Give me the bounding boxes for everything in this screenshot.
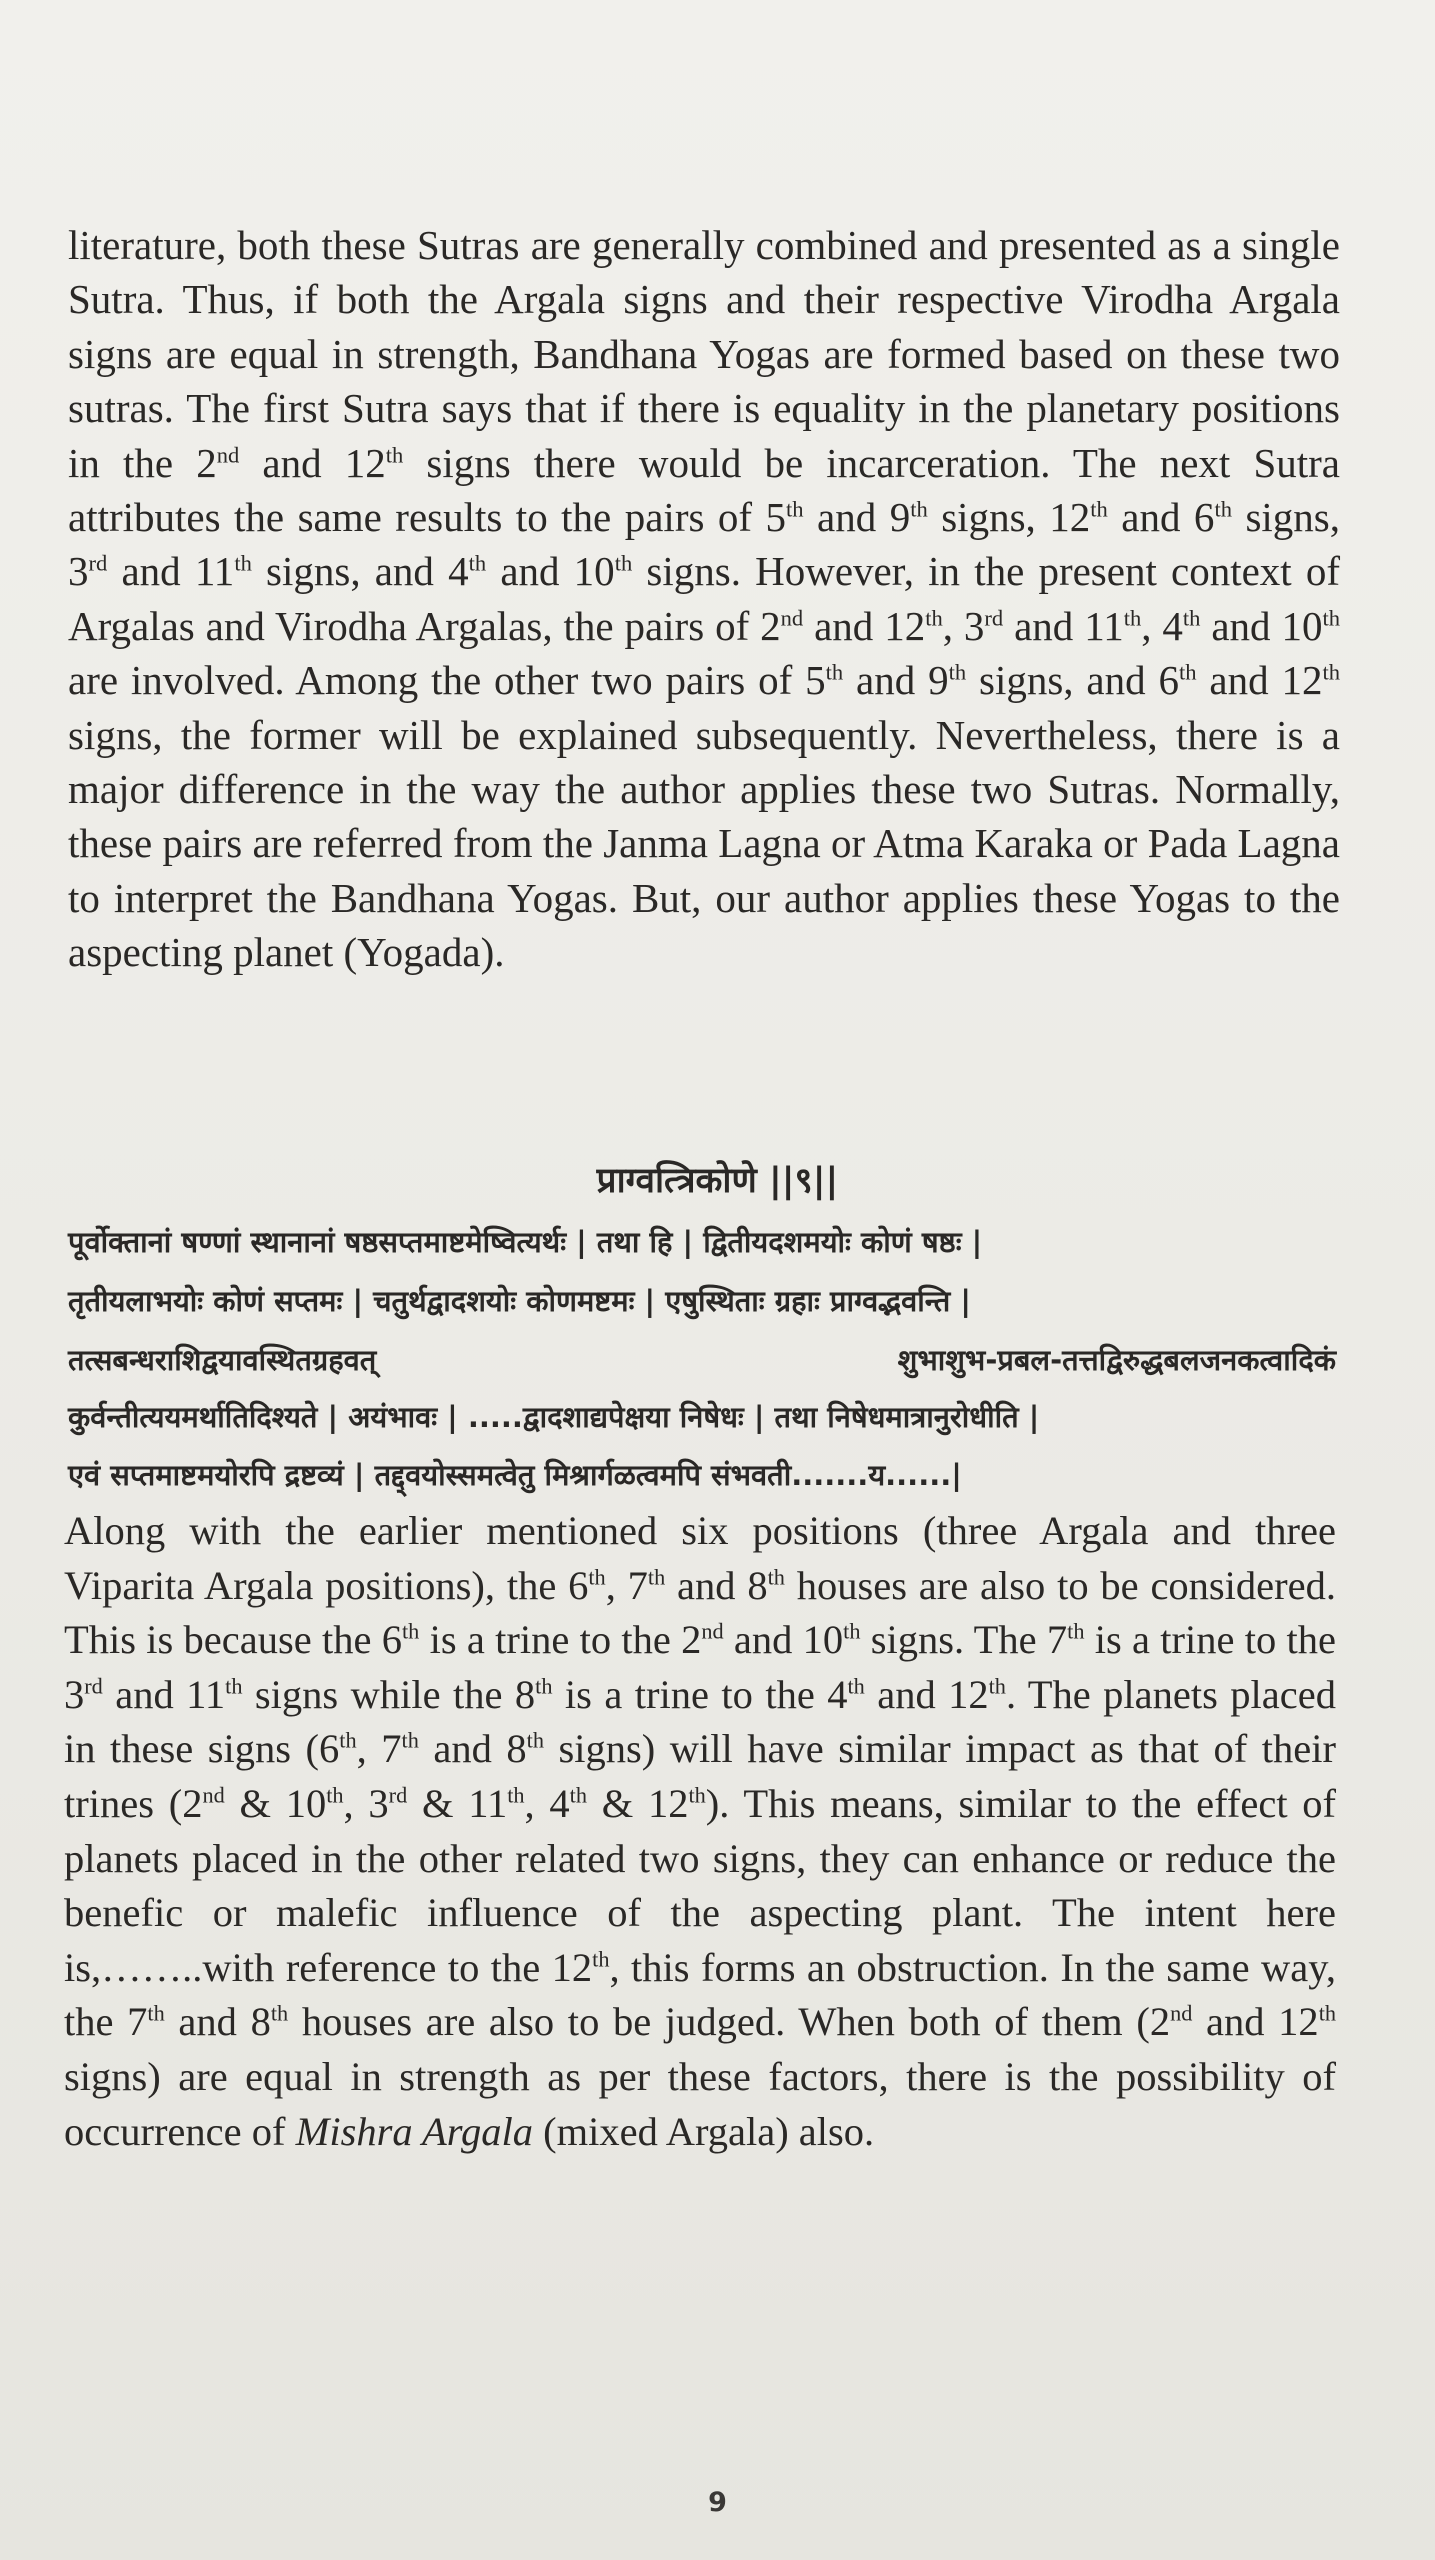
ordinal-suffix: th <box>270 2000 289 2026</box>
ordinal-suffix: th <box>1090 496 1108 522</box>
ordinal-suffix: th <box>786 496 804 522</box>
text-run: , 4 <box>524 1780 570 1826</box>
ordinal-suffix: th <box>614 550 633 576</box>
ordinal-suffix: th <box>1322 605 1341 631</box>
text-run: and 12 <box>864 1671 989 1717</box>
ordinal-suffix: th <box>569 1782 587 1808</box>
ordinal-suffix: nd <box>701 1618 724 1644</box>
text-run: and 8 <box>418 1726 527 1772</box>
text-run: is a trine to the 4 <box>552 1671 848 1717</box>
text-run: and 12 <box>803 602 926 649</box>
text-run: signs, and 6 <box>966 657 1179 704</box>
paragraph-argala-bandhana <box>68 218 1340 980</box>
text-run: is a trine to the 2 <box>419 1617 702 1663</box>
ordinal-suffix: th <box>1123 605 1142 631</box>
ordinal-suffix: th <box>339 1727 357 1753</box>
ordinal-suffix: th <box>468 550 487 576</box>
text-run: , 7 <box>356 1726 402 1772</box>
text-run: and 9 <box>803 494 911 541</box>
ordinal-suffix: nd <box>202 1782 225 1808</box>
text-run: and 8 <box>665 1562 768 1608</box>
text-run: (mixed Argala) also. <box>533 2108 875 2154</box>
text-run: and 12 <box>1196 657 1323 704</box>
ordinal-suffix: nd <box>1170 2000 1193 2026</box>
ordinal-suffix: th <box>526 1727 544 1753</box>
text-run: . The planets placed in these signs (6 <box>64 1671 1336 1772</box>
sanskrit-commentary-line-5: एवं सप्तमाष्टमयोरपि द्रष्टव्यं | तद्द्वयोस्समत्वेतु मिश्रार्गळत्वमपि संभवती.......य......| <box>68 1458 962 1492</box>
sanskrit-commentary-line-3b: शुभाशुभ-प्रबल-तत्तद्विरुद्धबलजनकत्वादिकं <box>897 1343 1336 1377</box>
ordinal-suffix: th <box>1178 659 1197 685</box>
text-run: signs while the 8 <box>242 1671 536 1717</box>
text-run: and 9 <box>843 657 949 704</box>
ordinal-suffix: th <box>147 2000 165 2026</box>
ordinal-suffix: th <box>326 1782 344 1808</box>
text-run: literature, both these Sutras are generally combined and presented as a single Sutra. Thus, if both the Argala signs and their respective Virodha Argala signs are equal in strength, Bandhana Yogas are formed based on these two sutras. The first Sutra says that if there is equality in the planetary positions in the 2 <box>68 222 1340 486</box>
text-run: & 10 <box>224 1780 327 1826</box>
text-run: & 12 <box>586 1780 689 1826</box>
ordinal-suffix: rd <box>84 1673 103 1699</box>
text-run: , 4 <box>1141 602 1183 649</box>
ordinal-suffix: th <box>1318 2000 1337 2026</box>
sanskrit-sutra-heading: प्राग्वत्त्रिकोणे ||९|| <box>596 1161 839 1201</box>
text-run: and 10 <box>723 1617 844 1663</box>
text-run: and 10 <box>1200 602 1323 649</box>
text-run: signs there would be incarceration. The next Sutra attributes the same results to the pairs of 5 <box>68 439 1340 541</box>
ordinal-suffix: th <box>948 659 967 685</box>
ordinal-suffix: th <box>925 605 943 631</box>
ordinal-suffix: th <box>592 1946 610 1972</box>
ordinal-suffix: th <box>234 550 252 576</box>
text-run: signs, the former will be explained subsequently. Nevertheless, there is a major difference in the way the author applies these two Sutras. Normally, these pairs are referred from the Janma Lagna or Atma Karaka or Pada Lagna to interpret the Bandhana Yogas. But, our author applies these Yogas to the aspecting planet (Yogada). <box>68 711 1340 976</box>
ordinal-suffix: th <box>1322 659 1341 685</box>
ordinal-suffix: th <box>1214 496 1232 522</box>
text-run: , 7 <box>605 1562 648 1608</box>
text-run: and 11 <box>107 548 235 595</box>
text-run: and 12 <box>1192 1999 1319 2045</box>
ordinal-suffix: th <box>1182 605 1201 631</box>
text-run: signs) are equal in strength as per these factors, there is the possibility of occurrence of <box>64 2053 1336 2154</box>
sanskrit-commentary-line-3 <box>68 1340 1336 1379</box>
text-run: signs) will have similar impact as that of their trines (2 <box>64 1726 1336 1826</box>
paragraph-trine-explanation <box>64 1504 1336 2159</box>
ordinal-suffix: th <box>225 1673 243 1699</box>
text-run: signs. However, in the present context of Argalas and Virodha Argalas, the pairs of 2 <box>68 548 1341 649</box>
text-run: & 11 <box>407 1780 508 1826</box>
ordinal-suffix: rd <box>984 605 1004 631</box>
ordinal-suffix: th <box>688 1782 706 1808</box>
text-run: , 3 <box>343 1780 389 1826</box>
ordinal-suffix: th <box>988 1673 1006 1699</box>
text-run: ). This means, similar to the effect of planets placed in the other related two signs, they can enhance or reduce the benefic or malefic influence of the aspecting plant. The intent here is,……..with reference to the 12 <box>64 1780 1337 1990</box>
ordinal-suffix: th <box>843 1618 861 1644</box>
ordinal-suffix: nd <box>780 605 804 631</box>
ordinal-suffix: th <box>385 441 404 467</box>
italic-term: Mishra Argala <box>295 2108 533 2154</box>
ordinal-suffix: th <box>588 1564 606 1590</box>
text-run: houses are also to be considered. This is because the 6 <box>64 1562 1336 1663</box>
ordinal-suffix: th <box>1067 1618 1085 1644</box>
text-run: and 6 <box>1107 494 1215 541</box>
text-run: and 12 <box>239 439 386 486</box>
text-run: signs, 12 <box>927 494 1091 541</box>
text-run: , this forms an obstruction. In the same way, the 7 <box>64 1944 1337 2045</box>
text-run: signs, and 4 <box>251 548 469 595</box>
ordinal-suffix: th <box>535 1673 553 1699</box>
text-run: and 11 <box>1003 602 1124 649</box>
ordinal-suffix: th <box>401 1618 420 1644</box>
text-run: signs. The 7 <box>860 1617 1068 1663</box>
ordinal-suffix: th <box>507 1782 525 1808</box>
ordinal-suffix: rd <box>388 1782 408 1808</box>
text-run: houses are also to be judged. When both of them (2 <box>288 1999 1171 2045</box>
ordinal-suffix: th <box>910 496 928 522</box>
ordinal-suffix: nd <box>216 441 240 467</box>
text-run: signs, 3 <box>68 494 1341 595</box>
sanskrit-commentary-line-1: पूर्वोक्तानां षण्णां स्थानानां षष्ठसप्तमाष्टमेष्वित्यर्थः | तथा हि | द्वितीयदशमयोः कोणं षष्ठः | <box>68 1225 983 1259</box>
ordinal-suffix: th <box>825 659 844 685</box>
sanskrit-commentary-line-2: तृतीयलाभयोः कोणं सप्तमः | चतुर्थद्वादशयोः कोणमष्टमः | एषुस्थिताः ग्रहाः प्राग्वद्भवन्ति | <box>68 1284 971 1318</box>
text-run: Along with the earlier mentioned six positions (three Argala and three Viparita Argala positions), the 6 <box>64 1508 1336 1608</box>
text-run: is a trine to the 3 <box>64 1617 1337 1717</box>
ordinal-suffix: rd <box>88 550 108 576</box>
ordinal-suffix: th <box>767 1564 785 1590</box>
text-run: , 3 <box>942 602 985 649</box>
sanskrit-commentary-line-3a: तत्सबन्धराशिद्वयावस्थितग्रहवत् <box>68 1343 377 1377</box>
ordinal-suffix: th <box>647 1564 666 1590</box>
page-number: 9 <box>708 2487 727 2518</box>
text-run: and 10 <box>486 548 615 595</box>
text-run: and 8 <box>164 1999 271 2045</box>
sanskrit-commentary-line-4: कुर्वन्तीत्ययमर्थातिदिश्यते | अयंभावः | .....द्वादशाद्यपेक्षया निषेधः | तथा निषेधमात्रानुरोधीति | <box>68 1400 1040 1434</box>
ordinal-suffix: th <box>401 1727 419 1753</box>
text-run: are involved. Among the other two pairs of 5 <box>68 657 826 704</box>
ordinal-suffix: th <box>847 1673 865 1699</box>
text-run: and 11 <box>102 1671 226 1717</box>
